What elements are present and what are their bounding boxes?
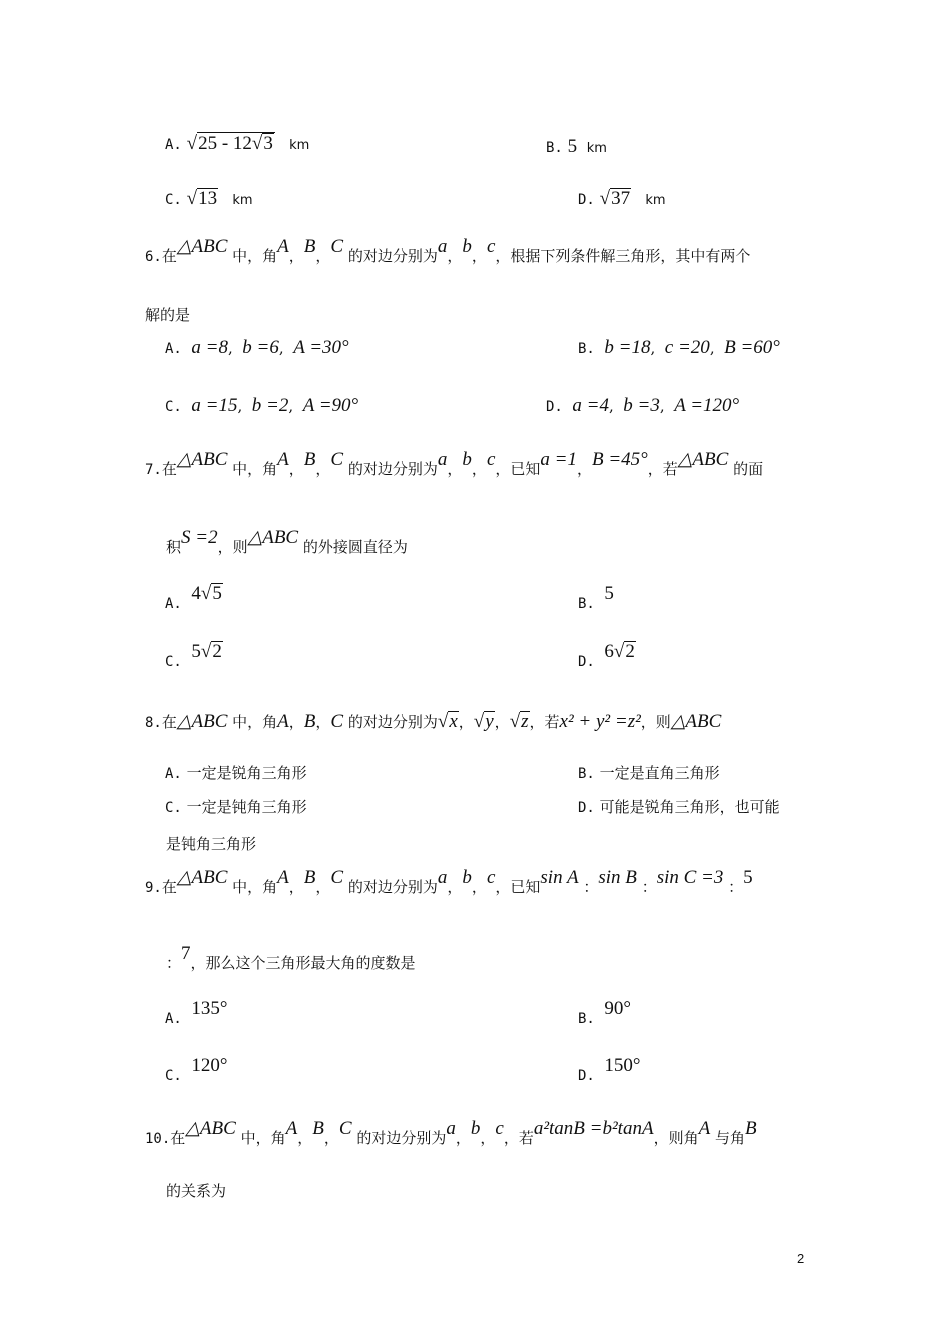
q5-option-a [165,132,309,155]
q7-option-c: C. 5√2 [165,641,222,670]
question-8-stem: 8.在△ABC 中，角A，B，C 的对边分别为√x，√y，√z，若x² + y² =z²，则△ABC [145,711,722,732]
question-9-stem-line2: ：7，那么这个三角形最大角的度数是 [166,943,416,972]
q8-option-d-continued: 是钝角三角形 [166,835,257,853]
q7-option-a: A. 4√5 [165,583,222,612]
q8-option-a: A. 一定是锐角三角形 [165,764,307,782]
q6-option-b: B. b =18, c =20, B =60° [578,337,780,358]
q6-option-d: D. a =4, b =3, A =120° [546,395,740,416]
q6-option-c: C. a =15, b =2, A =90° [165,395,359,416]
question-6-stem: 6.在△ABC 中，角A，B，C 的对边分别为a，b，c，根据下列条件解三角形，其中有两个 [145,236,751,265]
q5-option-d: D. √37 km [578,188,666,209]
option-label: A. [165,137,182,153]
q7-option-d: D. 6√2 [578,641,635,670]
option-label: B. [546,140,563,156]
question-7-stem-line2: 积S =2，则△ABC 的外接圆直径为 [166,527,408,556]
q8-option-d: D. 可能是锐角三角形，也可能 [578,798,780,816]
q9-option-a: A. 135° [165,998,228,1027]
question-7-stem: 7.在△ABC 中，角A，B，C 的对边分别为a，b，c，已知a =1，B =45°，若△ABC 的面 [145,449,764,478]
q9-option-b: B. 90° [578,998,632,1027]
radical-expression: √25 - 12√3 [186,133,273,154]
q8-option-c: C. 一定是钝角三角形 [165,798,307,816]
page-number: 2 [797,1251,805,1266]
question-9-stem: 9.在△ABC 中，角A，B，C 的对边分别为a，b，c，已知sin A ：sin B ：sin C =3 ：5 [145,867,753,896]
q9-option-d: D. 150° [578,1055,641,1084]
q8-option-b: B. 一定是直角三角形 [578,764,720,782]
unit: km [289,138,310,153]
question-10-stem: 10.在△ABC 中，角A，B，C 的对边分别为a，b，c，若a²tanB =b²tanA，则角A 与角B [145,1118,757,1147]
question-10-stem-line2: 的关系为 [166,1182,227,1200]
q7-option-b: B. 5 [578,583,614,612]
q5-option-c: C. √13 km [165,188,253,209]
q9-option-c: C. 120° [165,1055,228,1084]
q5-option-b: B. 5 km [546,136,607,157]
question-6-stem-line2: 解的是 [145,306,191,324]
q6-option-a: A. a =8, b =6, A =30° [165,337,349,358]
